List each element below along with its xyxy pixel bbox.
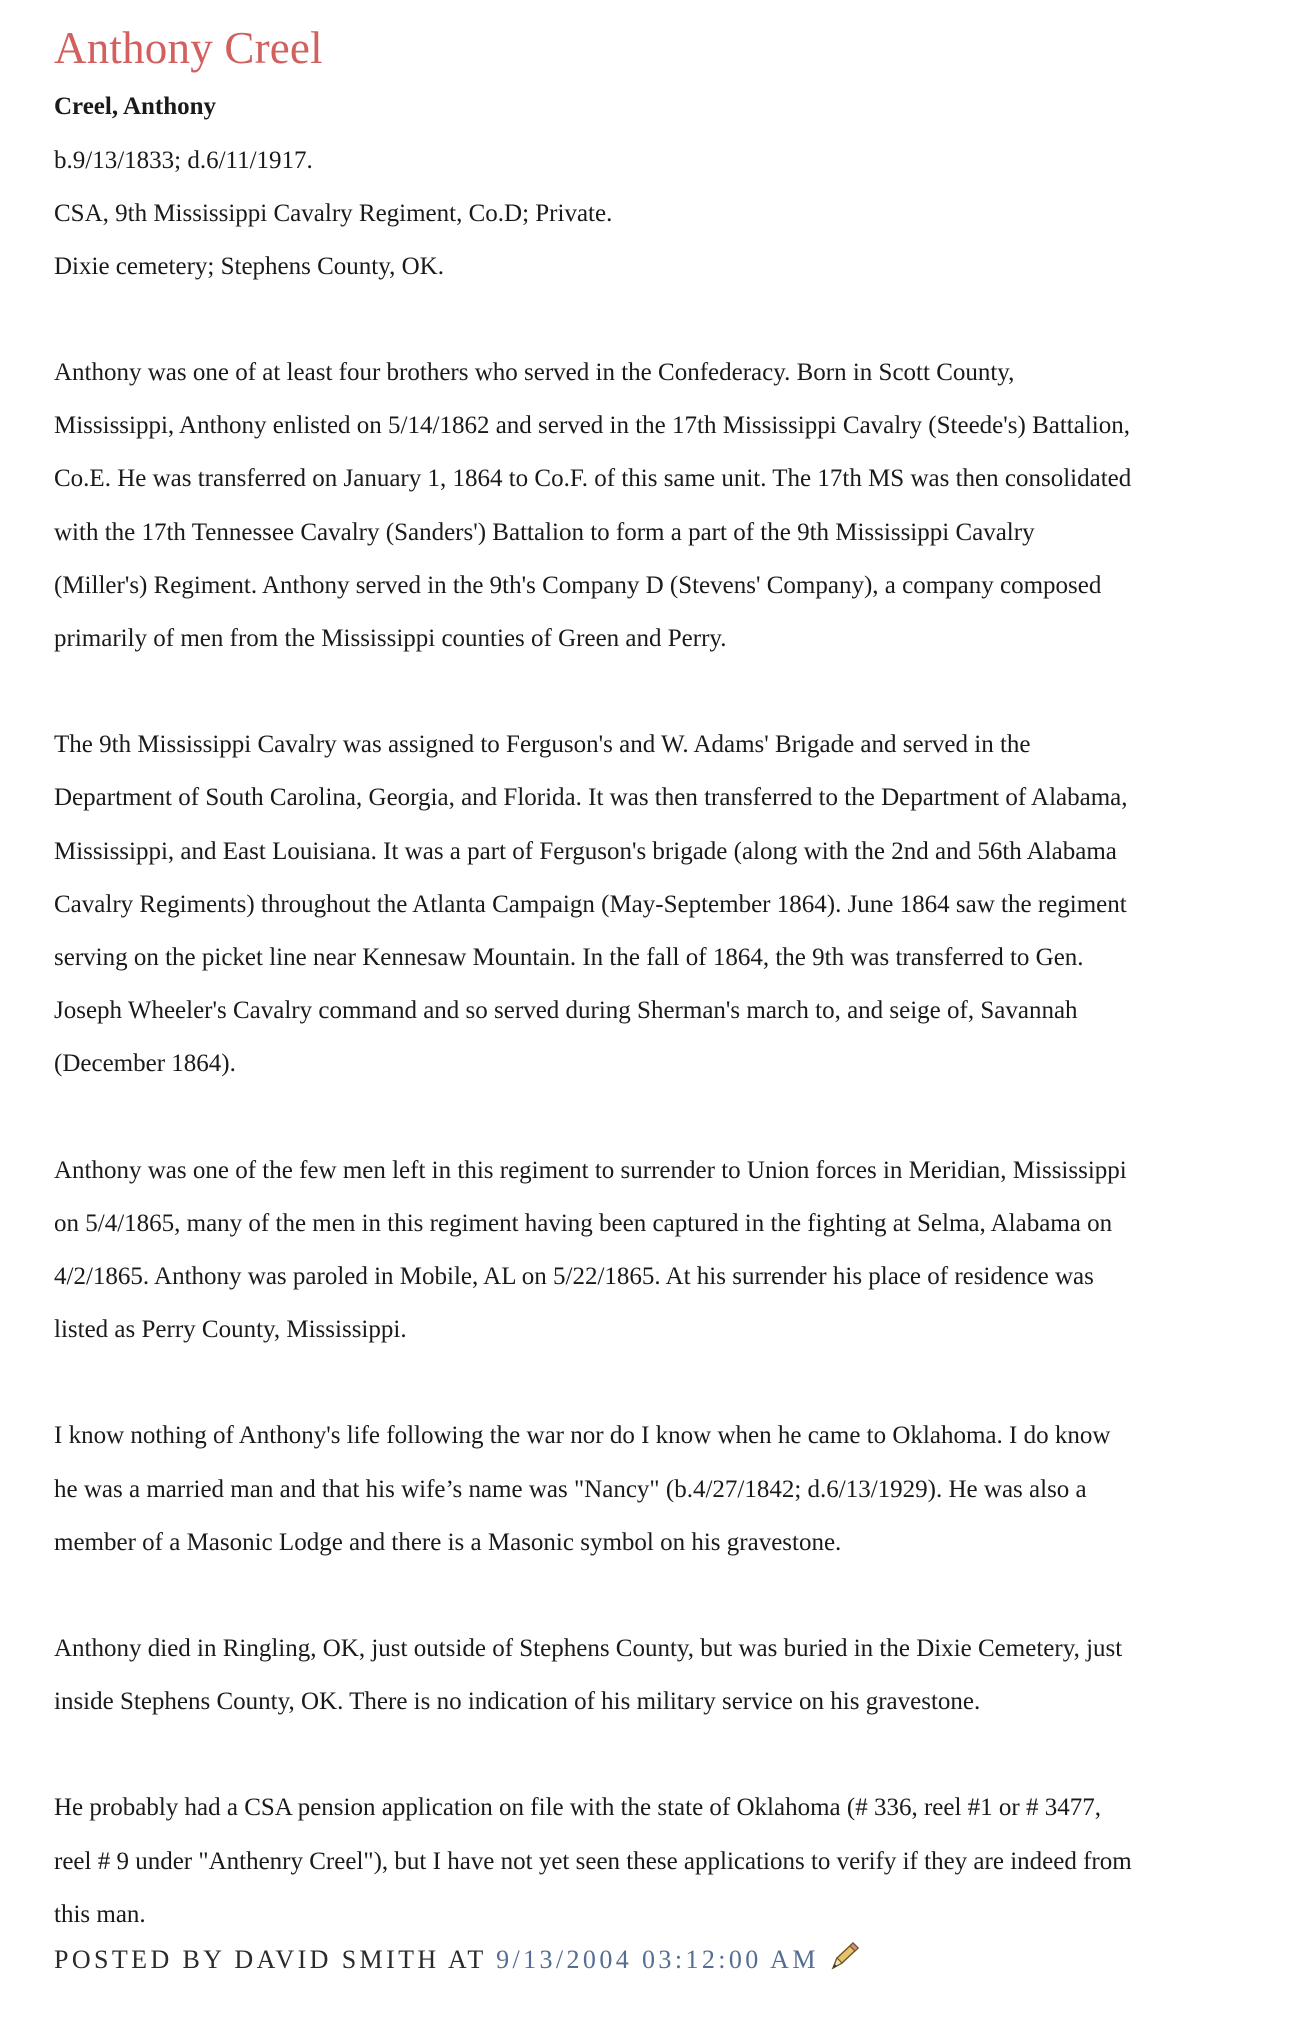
pencil-icon[interactable] — [827, 1940, 861, 1981]
text-line: listed as Perry County, Mississippi. — [54, 1316, 407, 1344]
text-line: this man. — [54, 1900, 146, 1928]
paragraph-4 — [54, 1409, 1269, 1569]
posted-by-label: POSTED BY DAVID SMITH AT — [54, 1945, 497, 1974]
text-line: Anthony was one of at least four brothers who served in the Confederacy. Born in Scott County, — [54, 359, 1015, 386]
spacer — [54, 1569, 1269, 1622]
text-line: he was a married man and that his wife’s name was "Nancy" (b.4/27/1842; d.6/13/1929). He was also a — [54, 1475, 1087, 1503]
paragraph-5 — [54, 1622, 1269, 1728]
post-body — [54, 16, 1269, 1941]
text-line: I know nothing of Anthony's life following the war nor do I know when he came to Oklahoma. I do know — [54, 1422, 1111, 1450]
text-line: member of a Masonic Lodge and there is a Masonic symbol on his gravestone. — [54, 1528, 842, 1556]
post-footer — [54, 1940, 861, 1981]
spacer — [54, 1728, 1269, 1781]
paragraph-1 — [54, 346, 1269, 665]
text-line: He probably had a CSA pension application on file with the state of Oklahoma (# 336, reel #1 or # 3477, — [54, 1794, 1101, 1822]
text-line: serving on the picket line near Kennesaw Mountain. In the fall of 1864, the 9th was transferred to Gen. — [54, 944, 1084, 972]
military-service: CSA, 9th Mississippi Cavalry Regiment, Co.D; Private. — [54, 200, 613, 227]
text-line: Anthony died in Ringling, OK, just outside of Stephens County, but was buried in the Dixie Cemetery, just — [54, 1635, 1123, 1663]
post-timestamp-link[interactable]: 9/13/2004 03:12:00 AM — [496, 1945, 819, 1974]
spacer — [54, 1356, 1269, 1409]
spacer — [54, 665, 1269, 718]
text-line: Anthony was one of the few men left in this regiment to surrender to Union forces in Meridian, Mississippi — [54, 1156, 1127, 1184]
paragraph-2 — [54, 718, 1269, 1090]
spacer — [54, 293, 1269, 346]
text-line: Mississippi, Anthony enlisted on 5/14/1862 and served in the 17th Mississippi Cavalry (Steede's) Battalion, — [54, 412, 1130, 440]
post-title: Anthony Creel — [54, 23, 323, 73]
text-line: with the 17th Tennessee Cavalry (Sanders') Battalion to form a part of the 9th Mississippi Cavalry — [54, 518, 1035, 546]
text-line: 4/2/1865. Anthony was paroled in Mobile, AL on 5/22/1865. At his surrender his place of residence was — [54, 1263, 1094, 1291]
text-line: The 9th Mississippi Cavalry was assigned to Ferguson's and W. Adams' Brigade and served in the — [54, 731, 1031, 759]
paragraph-3 — [54, 1144, 1269, 1357]
text-line: Mississippi, and East Louisiana. It was a part of Ferguson's brigade (along with the 2nd and 56th Alabama — [54, 837, 1117, 865]
text-line: Co.E. He was transferred on January 1, 1864 to Co.F. of this same unit. The 17th MS was then consolidated — [54, 465, 1132, 493]
text-line: (Miller's) Regiment. Anthony served in the 9th's Company D (Stevens' Company), a company composed — [54, 571, 1102, 599]
text-line: on 5/4/1865, many of the men in this regiment having been captured in the fighting at Selma, Alabama on — [54, 1209, 1113, 1237]
text-line: primarily of men from the Mississippi counties of Green and Perry. — [54, 625, 727, 653]
spacer — [54, 1091, 1269, 1144]
text-line: reel # 9 under "Anthenry Creel"), but I have not yet seen these applications to verify if they are indeed from — [54, 1847, 1132, 1875]
person-name: Creel, Anthony — [54, 93, 217, 120]
text-line: (December 1864). — [54, 1050, 236, 1078]
text-line: Cavalry Regiments) throughout the Atlanta Campaign (May-September 1864). June 1864 saw the regiment — [54, 890, 1127, 918]
text-line: inside Stephens County, OK. There is no indication of his military service on his gravestone. — [54, 1688, 981, 1716]
life-dates: b.9/13/1833; d.6/11/1917. — [54, 147, 313, 174]
text-line: Department of South Carolina, Georgia, and Florida. It was then transferred to the Department of Alabama, — [54, 784, 1128, 812]
paragraph-6 — [54, 1781, 1269, 1941]
text-line: Joseph Wheeler's Cavalry command and so served during Sherman's march to, and seige of, Savannah — [54, 997, 1078, 1025]
burial-place: Dixie cemetery; Stephens County, OK. — [54, 253, 444, 280]
